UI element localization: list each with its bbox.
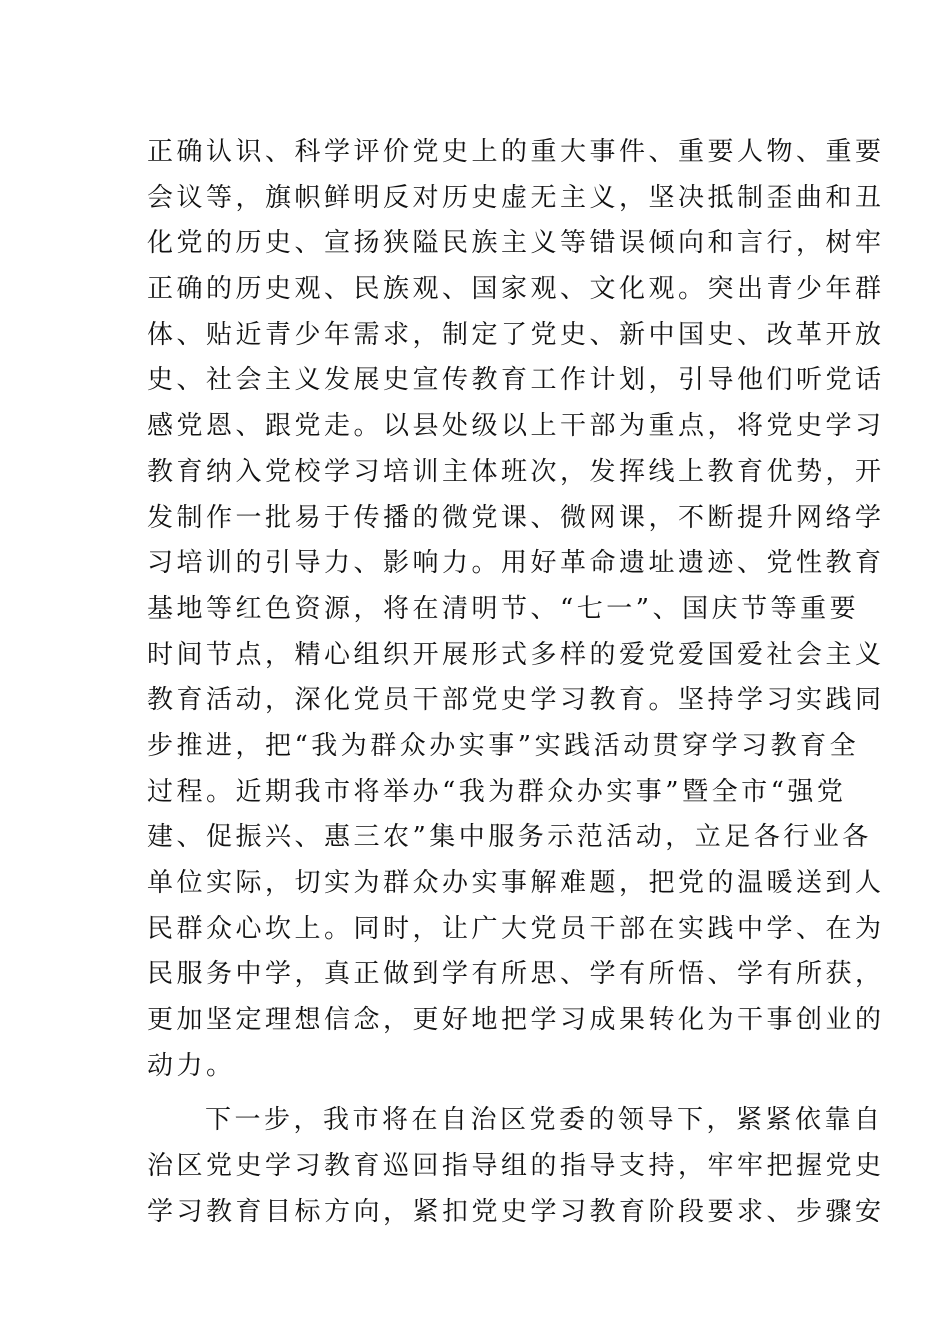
text-line: 史、社会主义发展史宣传教育工作计划，引导他们听党话	[147, 365, 885, 396]
text-line: 民服务中学，真正做到学有所思、学有所悟、学有所获，	[147, 959, 885, 990]
text-line: 习培训的引导力、影响力。用好革命遗址遗迹、党性教育	[147, 548, 885, 579]
paragraph-2	[147, 1098, 885, 1235]
text-line: 时间节点，精心组织开展形式多样的爱党爱国爱社会主义	[147, 639, 885, 670]
text-line: 教育纳入党校学习培训主体班次，发挥线上教育优势，开	[147, 456, 885, 487]
text-line: 发制作一批易于传播的微党课、微网课，不断提升网络学	[147, 502, 885, 533]
text-line: 正确的历史观、民族观、国家观、文化观。突出青少年群	[147, 274, 885, 305]
paragraph-spacing	[147, 1089, 807, 1098]
text-line: 民群众心坎上。同时，让广大党员干部在实践中学、在为	[147, 913, 885, 944]
text-line: 会议等，旗帜鲜明反对历史虚无主义，坚决抵制歪曲和丑	[147, 182, 885, 213]
text-line: 化党的历史、宣扬狭隘民族主义等错误倾向和言行，树牢	[147, 228, 885, 259]
text-line: 治区党史学习教育巡回指导组的指导支持，牢牢把握党史	[147, 1151, 885, 1182]
body-text	[147, 130, 885, 1236]
text-line: 教育活动，深化党员干部党史学习教育。坚持学习实践同	[147, 685, 885, 716]
text-line: 步推进，把“我为群众办实事”实践活动贯穿学习教育全	[147, 730, 860, 761]
text-line: 体、贴近青少年需求，制定了党史、新中国史、改革开放	[147, 319, 885, 350]
text-line: 学习教育目标方向，紧扣党史学习教育阶段要求、步骤安	[147, 1196, 885, 1227]
text-line: 动力。	[147, 1050, 236, 1081]
text-line: 感党恩、跟党走。以县处级以上干部为重点，将党史学习	[147, 411, 885, 442]
text-line: 单位实际，切实为群众办实事解难题，把党的温暖送到人	[147, 868, 885, 898]
paragraph-1	[147, 130, 885, 1089]
text-line: 建、促振兴、惠三农”集中服务示范活动，立足各行业各	[147, 822, 872, 853]
text-line: 基地等红色资源，将在清明节、“七一”、国庆节等重要	[147, 593, 860, 624]
text-line: 过程。近期我市将举办“我为群众办实事”暨全市“强党	[147, 776, 847, 807]
text-line-indented: 下一步，我市将在自治区党委的领导下，紧紧依靠自	[205, 1105, 884, 1136]
text-line: 更加坚定理想信念，更好地把学习成果转化为干事创业的	[147, 1005, 885, 1036]
text-line: 正确认识、科学评价党史上的重大事件、重要人物、重要	[147, 137, 885, 167]
